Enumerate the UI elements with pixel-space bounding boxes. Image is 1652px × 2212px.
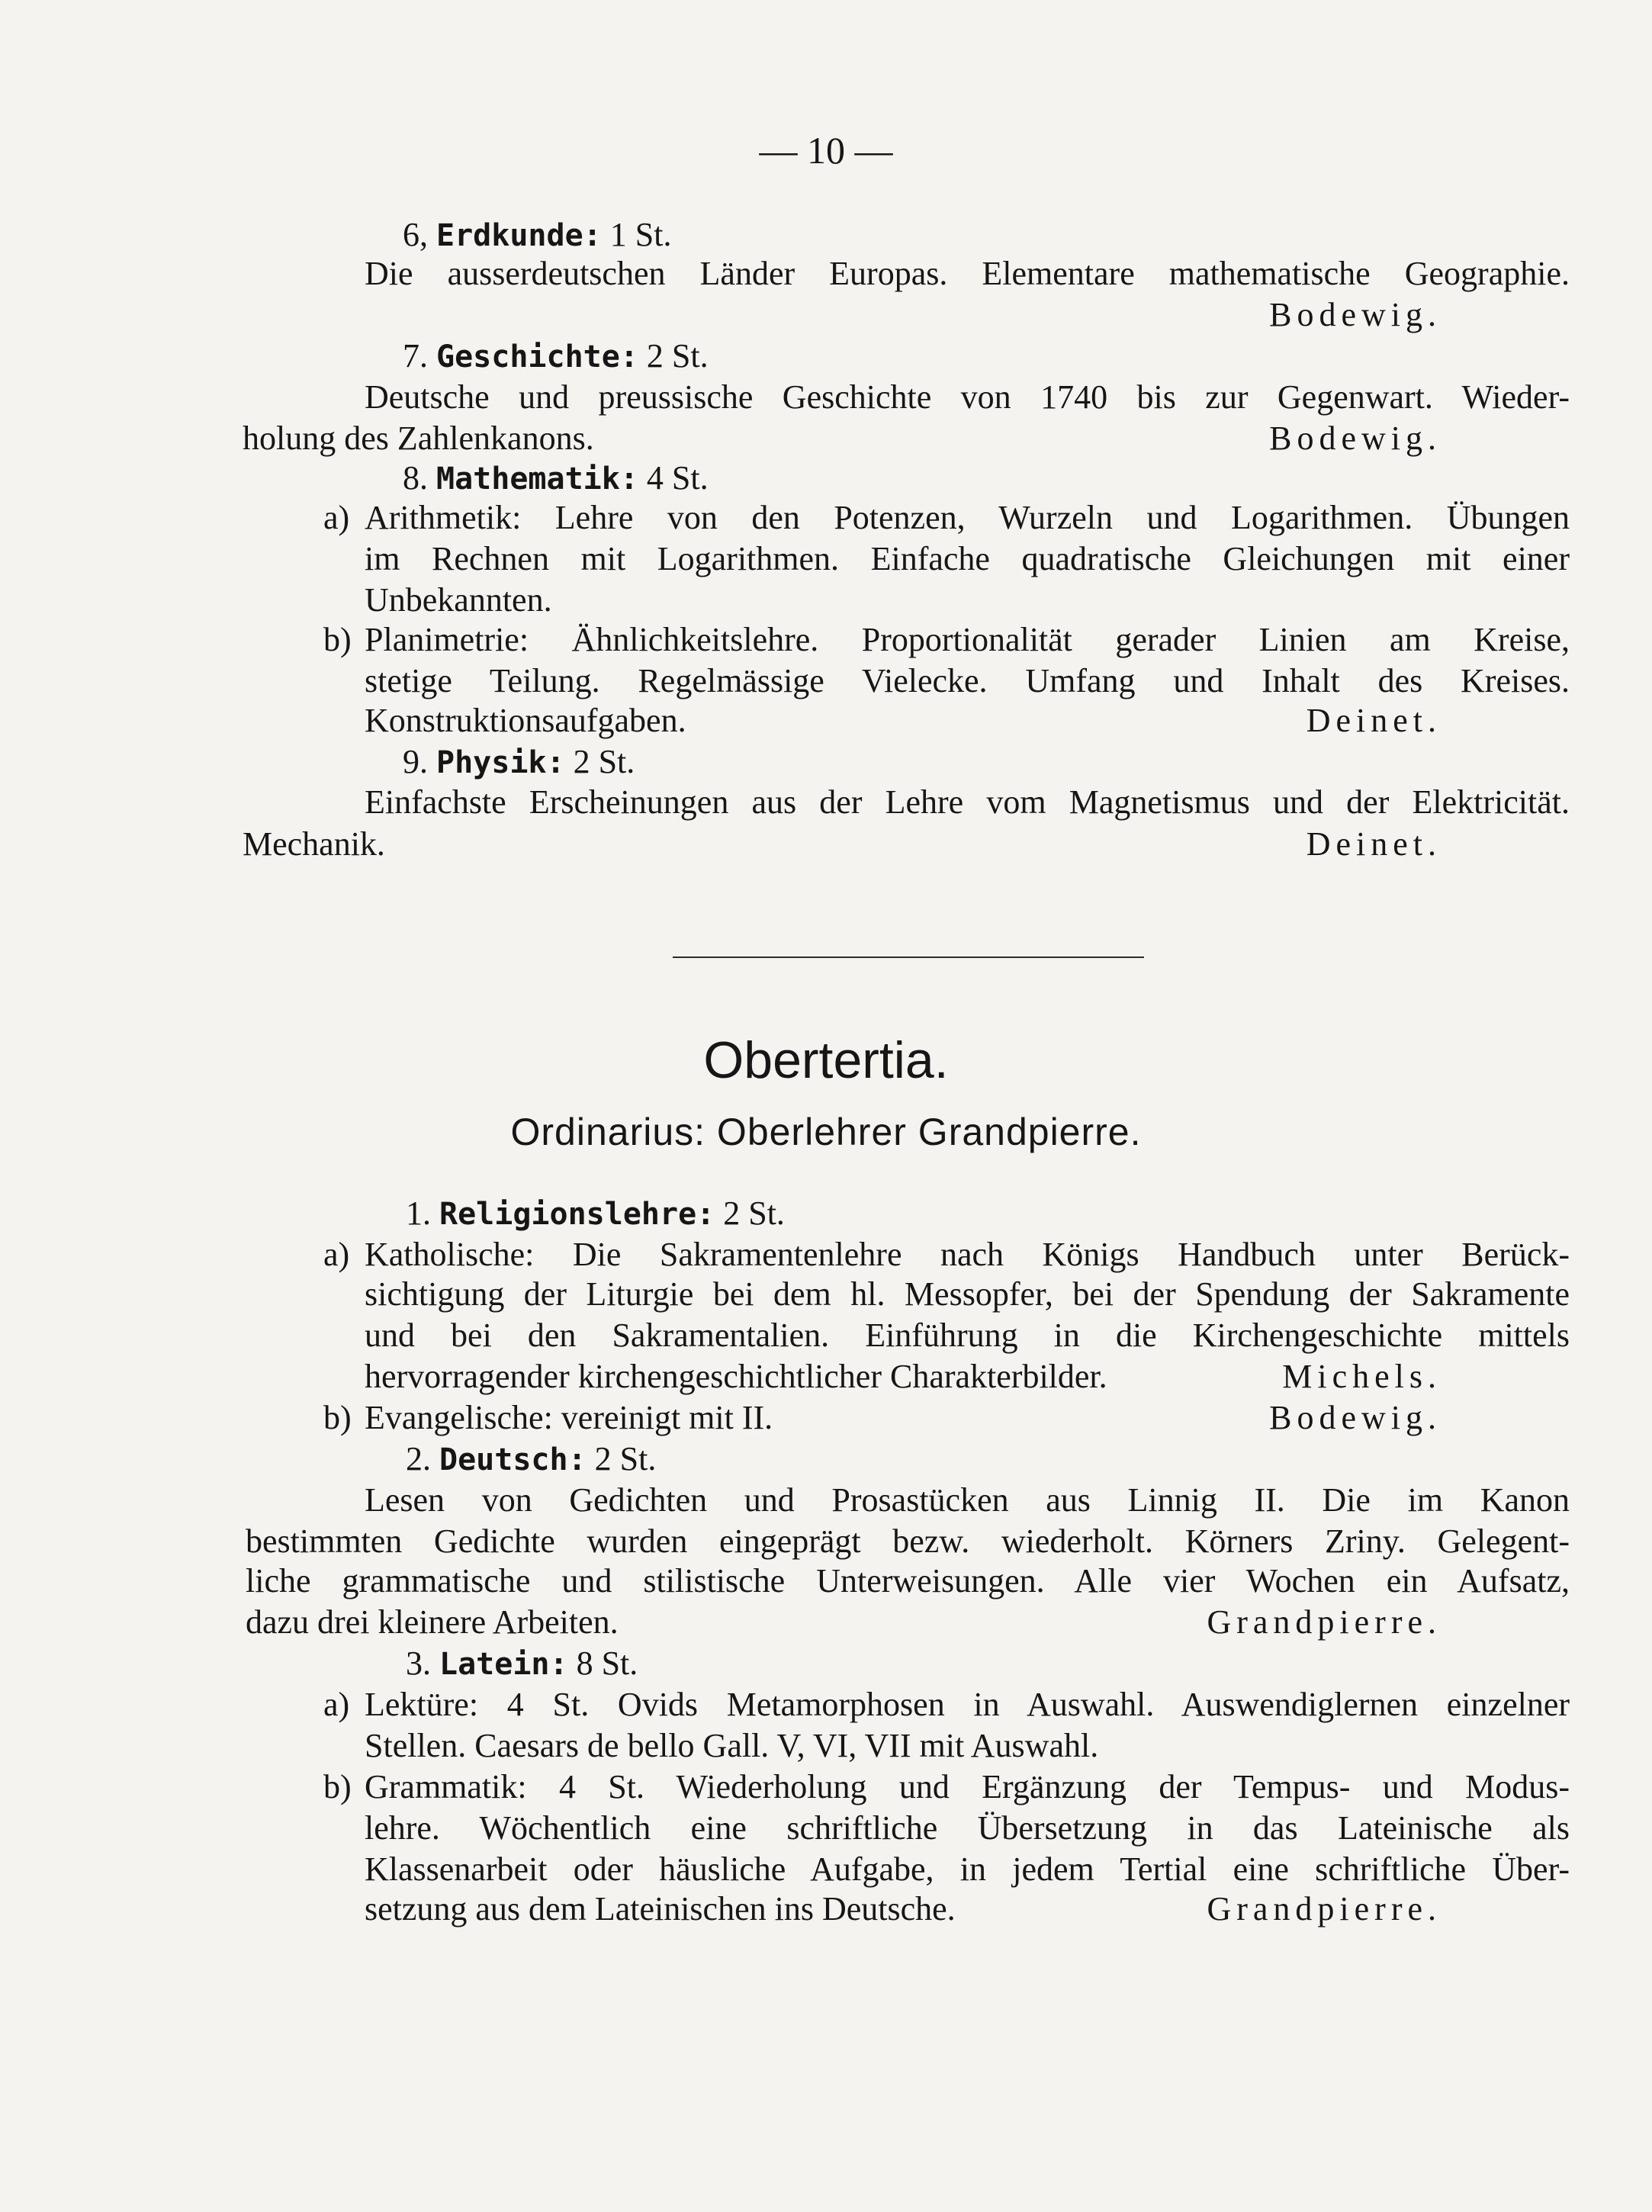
mathematik-teacher: Deinet.	[1306, 702, 1441, 739]
religion-a-line1: Katholische: Die Sakramentenlehre nach Königs Handbuch unter Berück-	[365, 1236, 1570, 1273]
religion-b-teacher: Bodewig.	[1269, 1399, 1441, 1436]
erdkunde-text: Die ausserdeutschen Länder Europas. Elementare mathematische Geographie.	[365, 255, 1570, 292]
class-title: Obertertia.	[703, 1031, 949, 1089]
geschichte-num: 7.	[403, 337, 428, 375]
mathematik-b-label: b)	[323, 621, 352, 658]
religion-num: 1.	[406, 1194, 431, 1232]
physik-line2: Mechanik.	[243, 825, 385, 863]
mathematik-b-line2: stetige Teilung. Regelmässige Vielecke. Umfang und Inhalt des Kreises.	[365, 662, 1570, 699]
religion-title: Religionslehre:	[439, 1197, 715, 1232]
deutsch-line4: dazu drei kleinere Arbeiten.	[246, 1603, 619, 1641]
latein-b-line3: Klassenarbeit oder häusliche Aufgabe, in jedem Tertial eine schriftliche Über-	[365, 1850, 1570, 1888]
latein-teacher: Grandpierre.	[1207, 1890, 1441, 1927]
deutsch-line3: liche grammatische und stilistische Unterweisungen. Alle vier Wochen ein Aufsatz,	[246, 1562, 1570, 1600]
latein-num: 3.	[406, 1645, 431, 1682]
mathematik-a-line3: Unbekannten.	[365, 581, 552, 619]
mathematik-b-line1: Planimetrie: Ähnlichkeitslehre. Proportionalität gerader Linien am Kreise,	[365, 621, 1570, 658]
physik-hours: 2 St.	[573, 743, 635, 780]
geschichte-title: Geschichte:	[436, 339, 638, 375]
physik-title: Physik:	[436, 745, 565, 780]
erdkunde-hours: 1 St.	[609, 216, 672, 253]
religion-a-label: a)	[323, 1236, 350, 1273]
physik-heading	[403, 741, 635, 783]
mathematik-hours: 4 St.	[646, 459, 709, 497]
geschichte-line2: holung des Zahlenkanons.	[243, 420, 594, 457]
latein-a-label: a)	[323, 1686, 350, 1723]
latein-a-line1: Lektüre: 4 St. Ovids Metamorphosen in Auswahl. Auswendiglernen einzelner	[365, 1686, 1570, 1723]
page-number: — 10 —	[759, 129, 893, 172]
deutsch-num: 2.	[406, 1440, 431, 1477]
deutsch-hours: 2 St.	[594, 1440, 657, 1477]
deutsch-heading	[406, 1439, 656, 1481]
mathematik-heading	[403, 458, 709, 500]
religion-a-line4: hervorragender kirchengeschichtlicher Charakterbilder.	[365, 1358, 1107, 1395]
latein-hours: 8 St.	[576, 1645, 638, 1682]
religion-a-line2: sichtigung der Liturgie bei dem hl. Messopfer, bei der Spendung der Sakramente	[365, 1275, 1570, 1313]
religion-a-teacher: Michels.	[1282, 1358, 1441, 1395]
mathematik-a-label: a)	[323, 499, 350, 536]
religion-a-line3: und bei den Sakramentalien. Einführung in die Kirchengeschichte mittels	[365, 1317, 1570, 1354]
latein-b-line1: Grammatik: 4 St. Wiederholung und Ergänzung der Tempus- und Modus-	[365, 1768, 1570, 1805]
mathematik-b-line3: Konstruktionsaufgaben.	[365, 702, 686, 739]
mathematik-a-line1: Arithmetik: Lehre von den Potenzen, Wurzeln und Logarithmen. Übungen	[365, 499, 1570, 536]
erdkunde-heading	[403, 214, 671, 256]
religion-hours: 2 St.	[723, 1194, 785, 1232]
physik-teacher: Deinet.	[1306, 825, 1441, 863]
deutsch-line1: Lesen von Gedichten und Prosastücken aus Linnig II. Die im Kanon	[365, 1481, 1570, 1519]
latein-title: Latein:	[439, 1647, 568, 1682]
mathematik-a-line2: im Rechnen mit Logarithmen. Einfache quadratische Gleichungen mit einer	[365, 540, 1570, 577]
physik-num: 9.	[403, 743, 428, 780]
ordinarius-line: Ordinarius: Oberlehrer Grandpierre.	[510, 1111, 1142, 1153]
deutsch-title: Deutsch:	[439, 1442, 587, 1477]
religion-b-label: b)	[323, 1399, 352, 1436]
mathematik-title: Mathematik:	[436, 461, 638, 497]
religion-heading	[406, 1193, 785, 1235]
geschichte-teacher: Bodewig.	[1269, 420, 1441, 457]
religion-b-text: Evangelische: vereinigt mit II.	[365, 1399, 773, 1436]
geschichte-heading	[403, 336, 709, 378]
geschichte-hours: 2 St.	[646, 337, 709, 375]
erdkunde-teacher: Bodewig.	[1269, 296, 1441, 333]
section-divider	[673, 956, 1144, 958]
latein-a-line2: Stellen. Caesars de bello Gall. V, VI, VII mit Auswahl.	[365, 1727, 1099, 1764]
latein-b-label: b)	[323, 1768, 352, 1805]
deutsch-teacher: Grandpierre.	[1207, 1603, 1441, 1641]
deutsch-line2: bestimmten Gedichte wurden eingeprägt bezw. wiederholt. Körners Zriny. Gelegent-	[246, 1522, 1570, 1560]
physik-line1: Einfachste Erscheinungen aus der Lehre vom Magnetismus und der Elektricität.	[365, 783, 1570, 821]
latein-b-line2: lehre. Wöchentlich eine schriftliche Übersetzung in das Lateinische als	[365, 1809, 1570, 1847]
latein-b-line4: setzung aus dem Lateinischen ins Deutsche.	[365, 1890, 956, 1927]
erdkunde-title: Erdkunde:	[436, 218, 602, 253]
mathematik-num: 8.	[403, 459, 428, 497]
latein-heading	[406, 1643, 638, 1685]
erdkunde-num: 6,	[403, 216, 428, 253]
geschichte-line1: Deutsche und preussische Geschichte von 1740 bis zur Gegenwart. Wieder-	[365, 378, 1570, 416]
